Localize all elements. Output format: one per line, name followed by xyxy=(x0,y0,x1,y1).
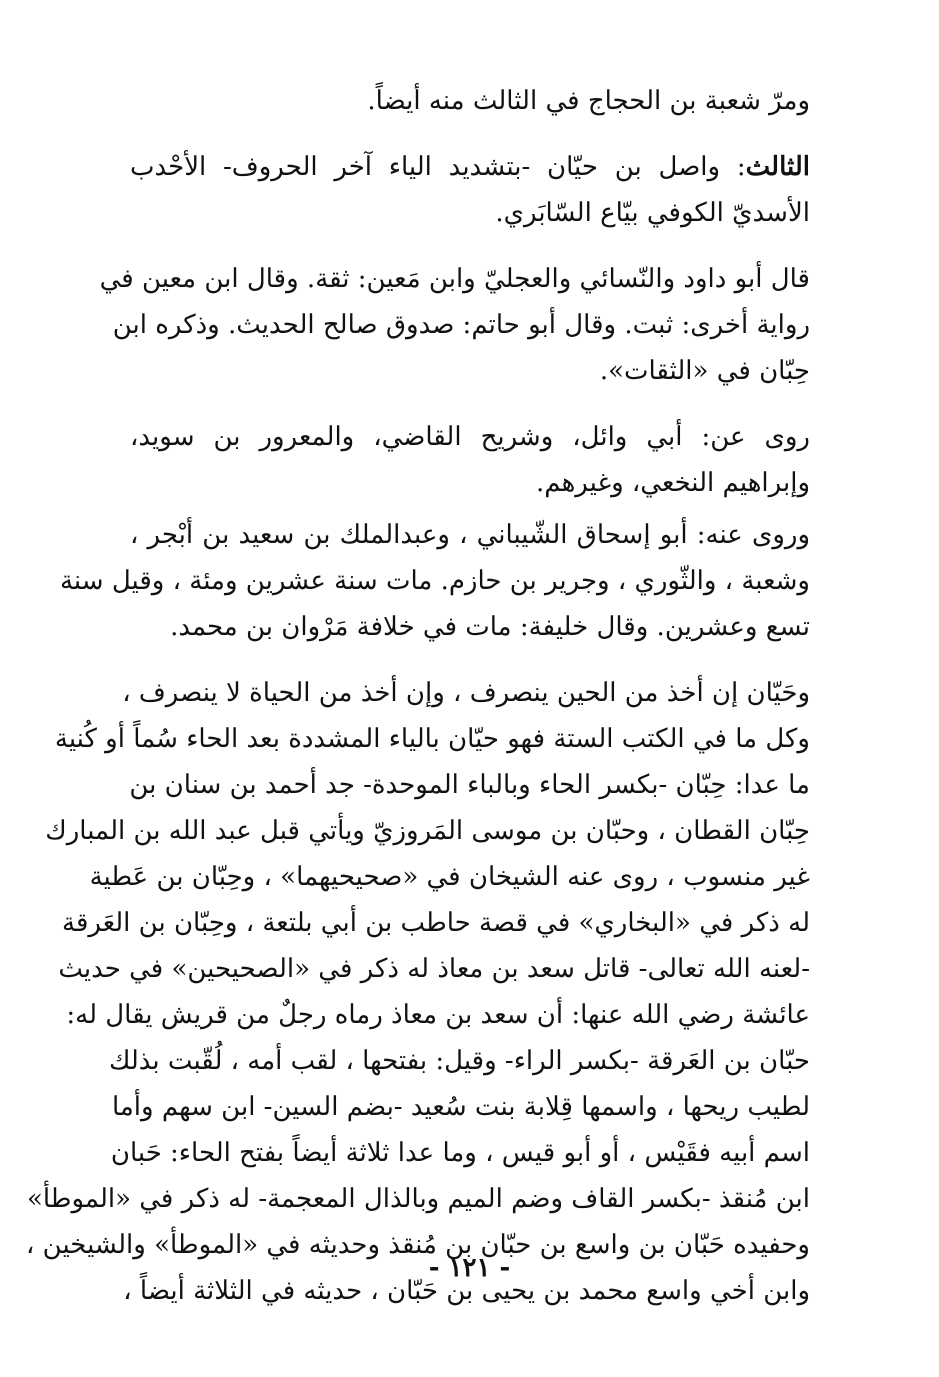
page-body xyxy=(26,78,810,1314)
text-line: وروى عنه: أبو إسحاق الشّيباني ، وعبدالملك بن سعيد بن أبْجر ، xyxy=(130,520,810,550)
text-line: غير منسوب ، روى عنه الشيخان في «صحيحيهما» ، وحِبّان بن عَطية xyxy=(89,862,810,892)
section-heading: الثالث xyxy=(745,152,810,182)
text-line xyxy=(130,144,810,190)
text-line: الأسديّ الكوفي بيّاع السّابَري. xyxy=(495,198,810,228)
text-line: وحفيده حَبّان بن واسع بن حبّان بن مُنقذ وحديثه في «الموطأ» والشيخين ، xyxy=(26,1230,810,1260)
paragraph-5 xyxy=(59,512,810,650)
text-line: وشعبة ، والثّوري ، وجرير بن حازم. مات سنة عشرين ومئة ، وقيل سنة xyxy=(59,566,810,596)
text-line: رواية أخرى: ثبت. وقال أبو حاتم: صدوق صالح الحديث. وذكره ابن xyxy=(112,310,810,340)
page-number: - ١٢١ - xyxy=(428,1253,511,1283)
text-line: ابن مُنقذ -بكسر القاف وضم الميم وبالذال المعجمة- له ذكر في «الموطأ» xyxy=(26,1184,810,1214)
paragraph-1 xyxy=(130,78,810,124)
text-line: وإبراهيم النخعي، وغيرهم. xyxy=(536,468,810,498)
text-line: حبّان بن العَرقة -بكسر الراء- وقيل: بفتحها ، لقب أمه ، لُقّبت بذلك xyxy=(108,1046,810,1076)
text-line: تسع وعشرين. وقال خليفة: مات في خلافة مَرْوان بن محمد. xyxy=(170,612,810,642)
text-line: حِبّان القطان ، وحبّان بن موسى المَروزيّ ويأتي قبل عبد الله بن المبارك xyxy=(45,816,810,846)
text-line: روى عن: أبي وائل، وشريح القاضي، والمعرور بن سويد، xyxy=(130,422,810,452)
paragraph-4 xyxy=(130,414,810,506)
text-line: قال أبو داود والنّسائي والعجليّ وابن مَعين: ثقة. وقال ابن معين في xyxy=(99,264,810,294)
text-line: وكل ما في الكتب الستة فهو حيّان بالياء المشددة بعد الحاء سُماً أو كُنية xyxy=(54,724,810,754)
text-line: -لعنه الله تعالى- قاتل سعد بن معاذ له ذكر في «الصحيحين» في حديث xyxy=(58,954,810,984)
text-line: وابن أخي واسع محمد بن يحيى بن حَبّان ، حديثه في الثلاثة أيضاً ، xyxy=(123,1276,810,1306)
text-line: عائشة رضي الله عنها: أن سعد بن معاذ رماه رجلٌ من قريش يقال له: xyxy=(66,1000,810,1030)
text-line: ومرّ شعبة بن الحجاج في الثالث منه أيضاً. xyxy=(367,86,810,116)
text-line: اسم أبيه فقَيْس ، أو أبو قيس ، وما عدا ثلاثة أيضاً بفتح الحاء: حَبان xyxy=(110,1138,810,1168)
paragraph-2 xyxy=(130,144,810,236)
paragraph-6 xyxy=(26,670,810,1314)
text-line: ما عدا: حِبّان -بكسر الحاء وبالباء الموحدة- جد أحمد بن سنان بن xyxy=(129,770,810,800)
text-segment: : واصل بن حيّان -بتشديد الياء آخر الحروف- الأحْدب xyxy=(130,152,746,182)
paragraph-3 xyxy=(99,256,810,394)
text-line: له ذكر في «البخاري» في قصة حاطب بن أبي بلتعة ، وحِبّان بن العَرقة xyxy=(62,908,810,938)
text-line: وحَيّان إن أخذ من الحين ينصرف ، وإن أخذ من الحياة لا ينصرف ، xyxy=(122,678,810,708)
text-line: حِبّان في «الثقات». xyxy=(599,356,810,386)
text-line: لطيب ريحها ، واسمها قِلابة بنت سُعيد -بضم السين- ابن سهم وأما xyxy=(111,1092,810,1122)
